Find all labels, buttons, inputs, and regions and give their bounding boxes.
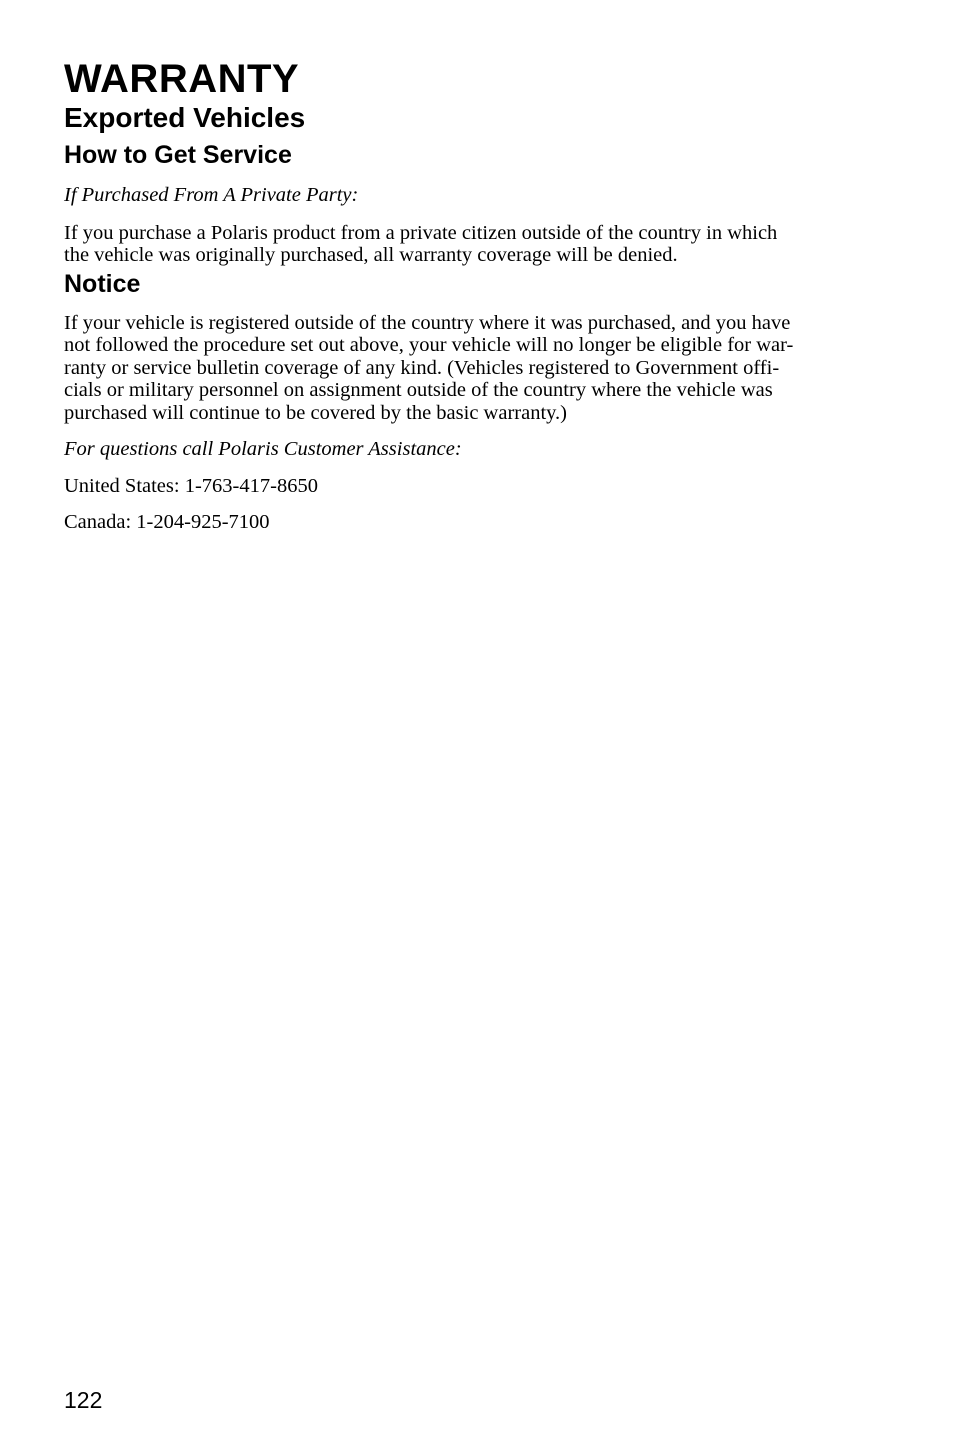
questions-label: For questions call Polaris Customer Assistance: <box>64 438 462 460</box>
private-party-label: If Purchased From A Private Party: <box>64 184 359 206</box>
page-title: WARRANTY <box>64 57 300 101</box>
page-number: 122 <box>64 1387 103 1413</box>
contact-canada: Canada: 1-204-925-7100 <box>64 511 270 533</box>
private-party-paragraph: If you purchase a Polaris product from a private citizen outside of the country in which the vehicle was originally purchased, all warranty coverage will be denied. <box>64 221 778 266</box>
section-heading: Exported Vehicles <box>64 102 306 133</box>
notice-heading: Notice <box>64 269 141 298</box>
contact-united-states: United States: 1-763-417-8650 <box>64 474 318 497</box>
subsection-heading: How to Get Service <box>64 141 292 169</box>
notice-paragraph: If your vehicle is registered outside of the country where it was purchased, and you have not followed the procedure set out above, your vehicle will no longer be eligible for war- ranty or service bulletin coverage of any kind. (Vehicles registered to Government offi- cials or military personnel on assignment outside of the country where the vehicle was purchased will continue to be covered by the basic warranty.) <box>64 311 794 424</box>
document-page <box>64 58 864 534</box>
